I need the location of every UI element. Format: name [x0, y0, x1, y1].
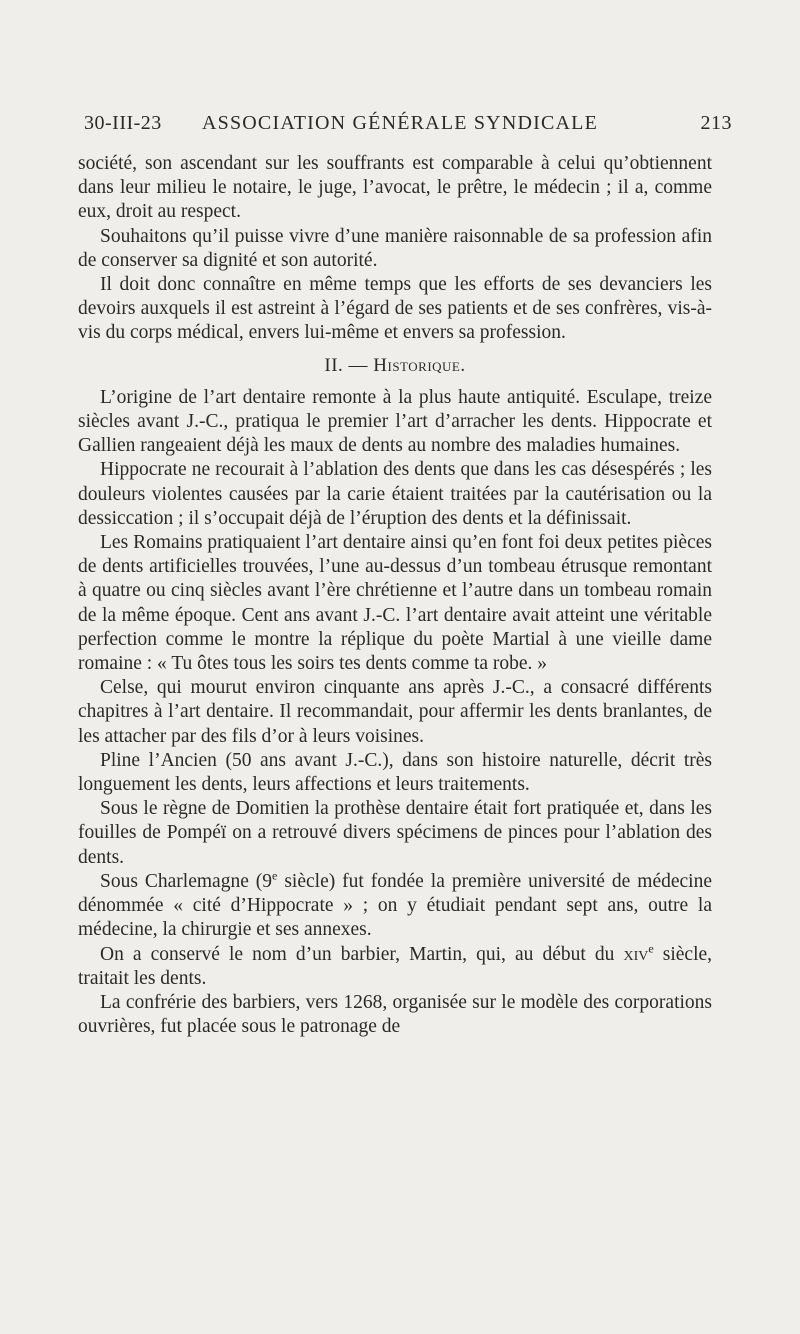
running-header: [84, 112, 732, 140]
superscript: e: [648, 941, 654, 955]
century-numeral: xiv: [623, 943, 649, 965]
header-date: 30-III-23: [84, 112, 162, 134]
text-segment: On a conservé le nom d’un barbier, Martin, qui, au début du: [100, 943, 624, 965]
text-segment: Sous Charlemagne (9: [100, 870, 273, 892]
paragraph: Il doit donc connaître en même temps que les efforts de ses devanciers les devoirs auxquels il est astreint à l’égard de ses patients et de ses confrères, vis-à-vis du corps médical, envers lui-même et envers sa profession.: [78, 274, 712, 344]
paragraph: Hippocrate ne recourait à l’ablation des dents que dans les cas désespérés ; les douleurs violentes causées par la carie étaient traitées par la cautérisation ou la dessiccation ; il s’occupait déjà de l’éruption des dents et la définissait.: [78, 459, 712, 529]
section-title: Historique.: [373, 354, 466, 376]
paragraph-charlemagne: [78, 870, 712, 943]
paragraph: société, son ascendant sur les souffrants est comparable à celui qu’obtiennent dans leur milieu le notaire, le juge, l’avocat, le prêtre, le médecin ; il a, comme eux, droit au respect.: [78, 153, 712, 223]
paragraph: Pline l’Ancien (50 ans avant J.-C.), dans son histoire naturelle, décrit très longuement les dents, leurs affections et leurs traitements.: [78, 749, 712, 796]
section-heading: [78, 354, 712, 378]
paragraph: L’origine de l’art dentaire remonte à la plus haute antiquité. Esculape, treize siècles avant J.-C., pratiqua le premier l’art d’arracher les dents. Hippocrate et Gallien rangeaient déjà les maux de dents au nombre des maladies humaines.: [78, 386, 712, 457]
paragraph: Celse, qui mourut environ cinquante ans après J.-C., a consacré différents chapitres à l’art dentaire. Il recommandait, pour affermir les dents branlantes, de les attacher par des fils d’or à leurs voisines.: [78, 677, 712, 747]
paragraph-barbier: [78, 943, 712, 991]
header-title: ASSOCIATION GÉNÉRALE SYNDICALE: [202, 112, 598, 134]
body-text: [78, 152, 712, 1039]
page-number: 213: [700, 112, 732, 134]
paragraph: La confrérie des barbiers, vers 1268, organisée sur le modèle des corporations ouvrières, fut placée sous le patronage de: [78, 991, 712, 1038]
paragraph: Sous le règne de Domitien la prothèse dentaire était fort pratiquée et, dans les fouilles de Pompéï on a retrouvé divers spécimens de pinces pour l’ablation des dents.: [78, 798, 712, 868]
text-segment: siècle) fut fondée la première université de médecine dénommée « cité d’Hippocrate » ; on y étudiait pendant sept ans, outre la médecine, la chirurgie et ses annexes.: [78, 870, 712, 941]
paragraph: Les Romains pratiquaient l’art dentaire ainsi qu’en font foi deux petites pièces de dents artificielles trouvées, l’une au-dessus d’un tombeau étrusque remontant à quatre ou cinq siècles avant l’ère chrétienne et l’autre dans un tombeau romain de la même époque. Cent ans avant J.-C. l’art dentaire avait atteint une véritable perfection comme le montre la réplique du poète Martial à une vieille dame romaine : « Tu ôtes tous les soirs tes dents comme ta robe. »: [78, 532, 712, 675]
section-number: II. —: [324, 354, 369, 376]
paragraph: Souhaitons qu’il puisse vivre d’une manière raisonnable de sa profession afin de conserver sa dignité et son autorité.: [78, 225, 712, 271]
text-segment: siècle, traitait les dents.: [78, 943, 713, 989]
superscript: e: [272, 868, 278, 883]
